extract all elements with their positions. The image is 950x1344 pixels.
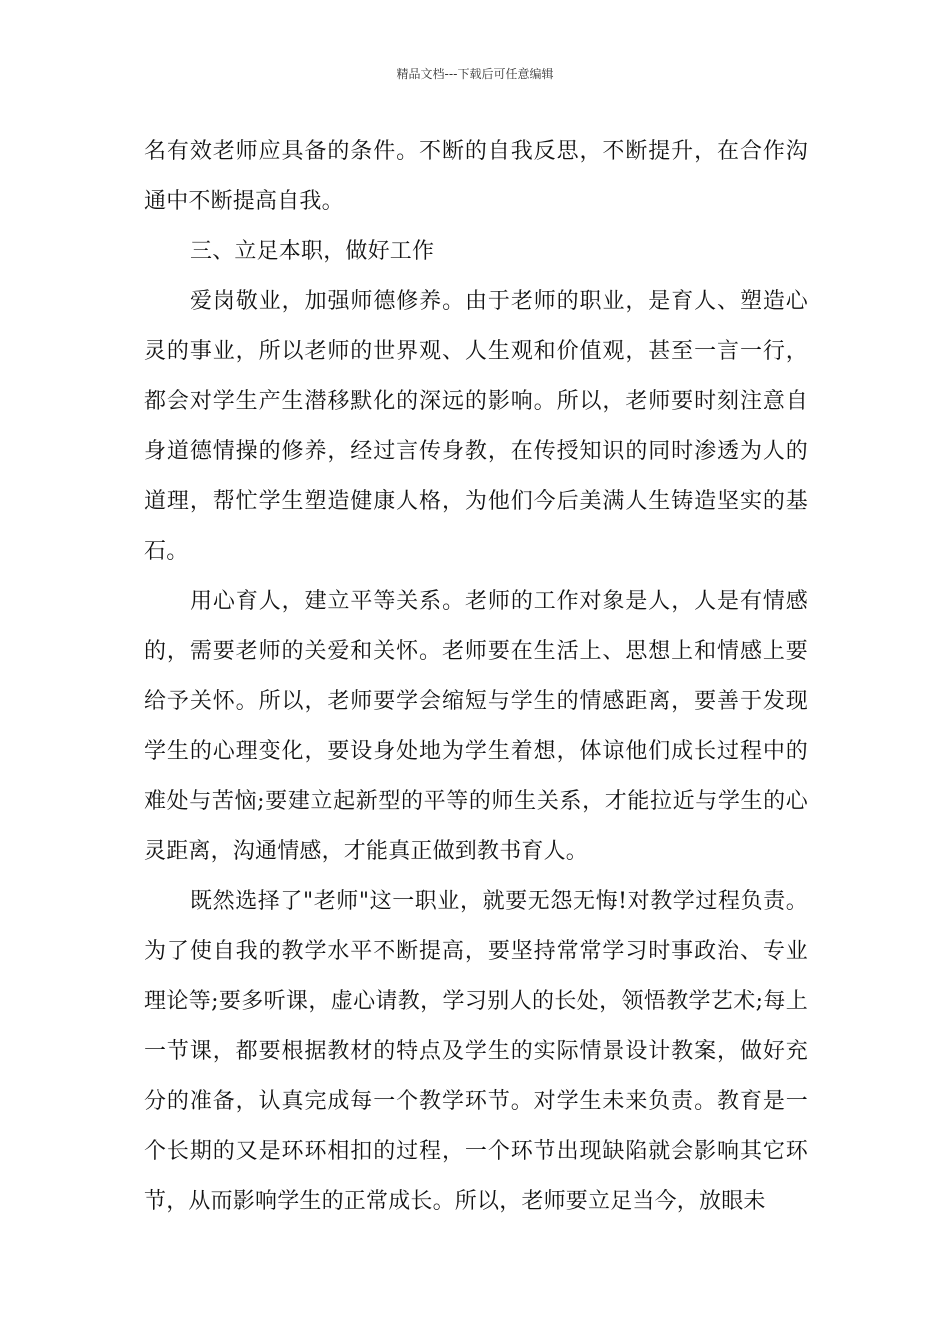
paragraph-continuation: 名有效老师应具备的条件。不断的自我反思，不断提升，在合作沟通中不断提高自我。 [144,139,808,214]
paragraph-equal-relationship: 用心育人，建立平等关系。老师的工作对象是人，人是有情感的，需要老师的关爱和关怀。老师要在生活上、思想上和情感上要给予关怀。所以，老师要学会缩短与学生的情感距离，要善于发现学生的心理变化，要设身处地为学生着想，体谅他们成长过程中的难处与苦恼;要建立起新型的平等的师生关系，才能拉近与学生的心灵距离，沟通情感，才能真正做到教书育人。 [144,589,808,864]
section-heading: 三、立足本职，做好工作 [190,239,435,264]
paragraph-teaching-responsibility: 既然选择了"老师"这一职业，就要无怨无悔!对教学过程负责。为了使自我的教学水平不断提高，要坚持常常学习时事政治、专业理论等;要多听课，虚心请教，学习别人的长处，领悟教学艺术;每上一节课，都要根据教材的特点及学生的实际情景设计教案，做好充分的准备，认真完成每一个教学环节。对学生未来负责。教育是一个长期的又是环环相扣的过程，一个环节出现缺陷就会影响其它环节，从而影响学生的正常成长。所以，老师要立足当今，放眼未 [144,889,808,1214]
page-header: 精品文档---下载后可任意编辑 [396,67,554,81]
paragraph-professional-ethics: 爱岗敬业，加强师德修养。由于老师的职业，是育人、塑造心灵的事业，所以老师的世界观、人生观和价值观，甚至一言一行，都会对学生产生潜移默化的深远的影响。所以，老师要时刻注意自身道德情操的修养，经过言传身教，在传授知识的同时渗透为人的道理，帮忙学生塑造健康人格，为他们今后美满人生铸造坚实的基石。 [144,289,808,564]
document-body [144,127,808,1227]
